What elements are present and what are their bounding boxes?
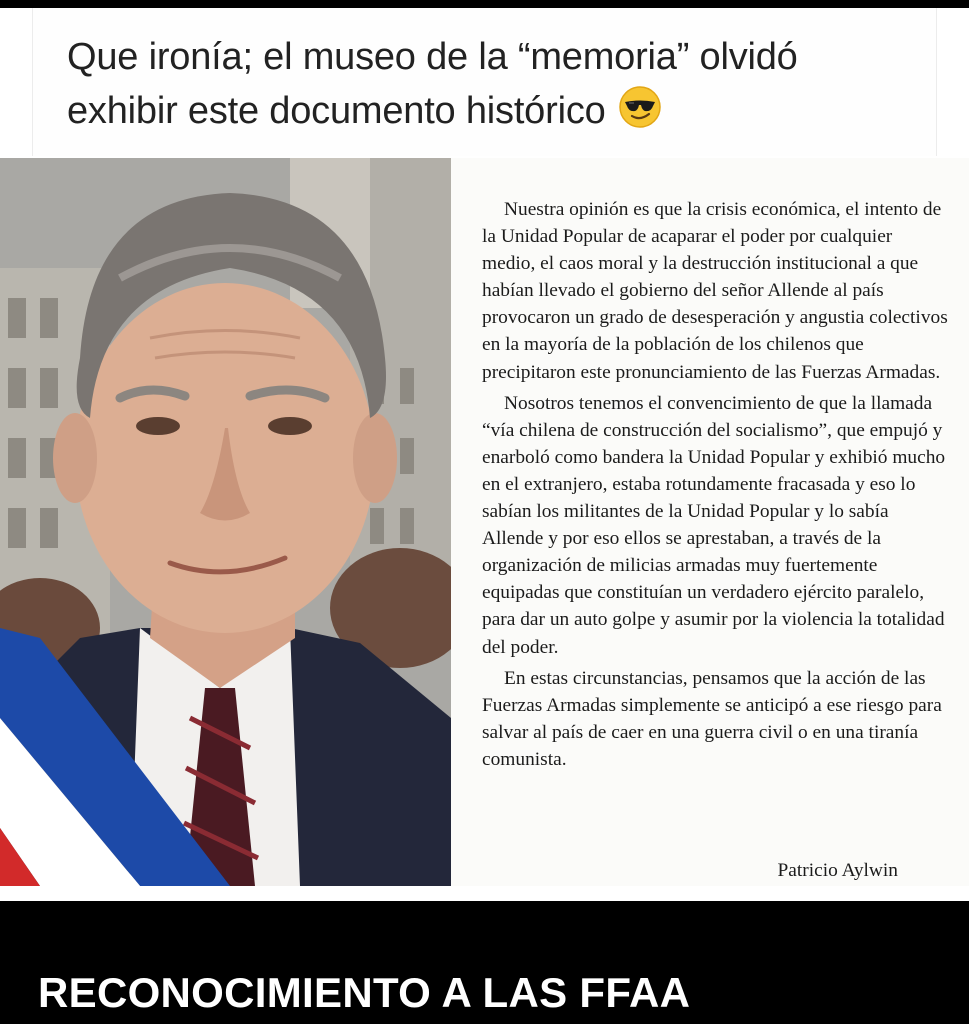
caption-line-2: exhibir este documento histórico bbox=[67, 90, 606, 132]
post-header bbox=[32, 8, 937, 156]
document-paragraph-1: Nuestra opinión es que la crisis económica, el intento de la Unidad Popular de acaparar el poder por cualquier medio, el caos moral y la destrucción institucional a que habían llevado el gobierno del señor Allende al país provocaron un grado de desesperación y angustia colectivos en la mayoría de la población de los chilenos que precipitaron este pronunciamiento de las Fuerzas Armadas. bbox=[482, 199, 948, 383]
caption-line-1: Que ironía; el museo de la “memoria” olvidó bbox=[67, 36, 798, 78]
sunglasses-face-emoji-icon bbox=[618, 85, 662, 129]
document-signature: Patricio Aylwin bbox=[777, 860, 898, 881]
portrait-illustration bbox=[0, 158, 451, 886]
top-strip bbox=[0, 0, 969, 8]
post-card bbox=[0, 8, 969, 901]
document-text bbox=[482, 196, 950, 777]
post-caption bbox=[67, 30, 927, 138]
bottom-band bbox=[0, 901, 969, 1024]
document-paragraph-2: Nosotros tenemos el convencimiento de que la llamada “vía chilena de construcción del socialismo”, que empujó y enarboló como bandera la Unidad Popular y exhibió mucho en el extranjero, estaba rotundamente fracasada y eso lo sabían los militantes de la Unidad Popular y lo sabía Allende y por eso ellos se aprestaban, a través de la organización de milicias armadas muy fuertemente equipadas que constituían un verdadero ejército paralelo, para dar un auto golpe y asumir por la violencia la totalidad del poder. bbox=[482, 392, 946, 658]
document-paragraph-3: En estas circunstancias, pensamos que la acción de las Fuerzas Armadas simplemente se anticipó a ese riesgo para salvar al país de caer en una guerra civil o en una tiranía comunista. bbox=[482, 667, 942, 770]
footer-title: RECONOCIMIENTO A LAS FFAA bbox=[38, 969, 691, 1016]
portrait-photo bbox=[0, 158, 451, 886]
document-panel bbox=[451, 158, 969, 886]
